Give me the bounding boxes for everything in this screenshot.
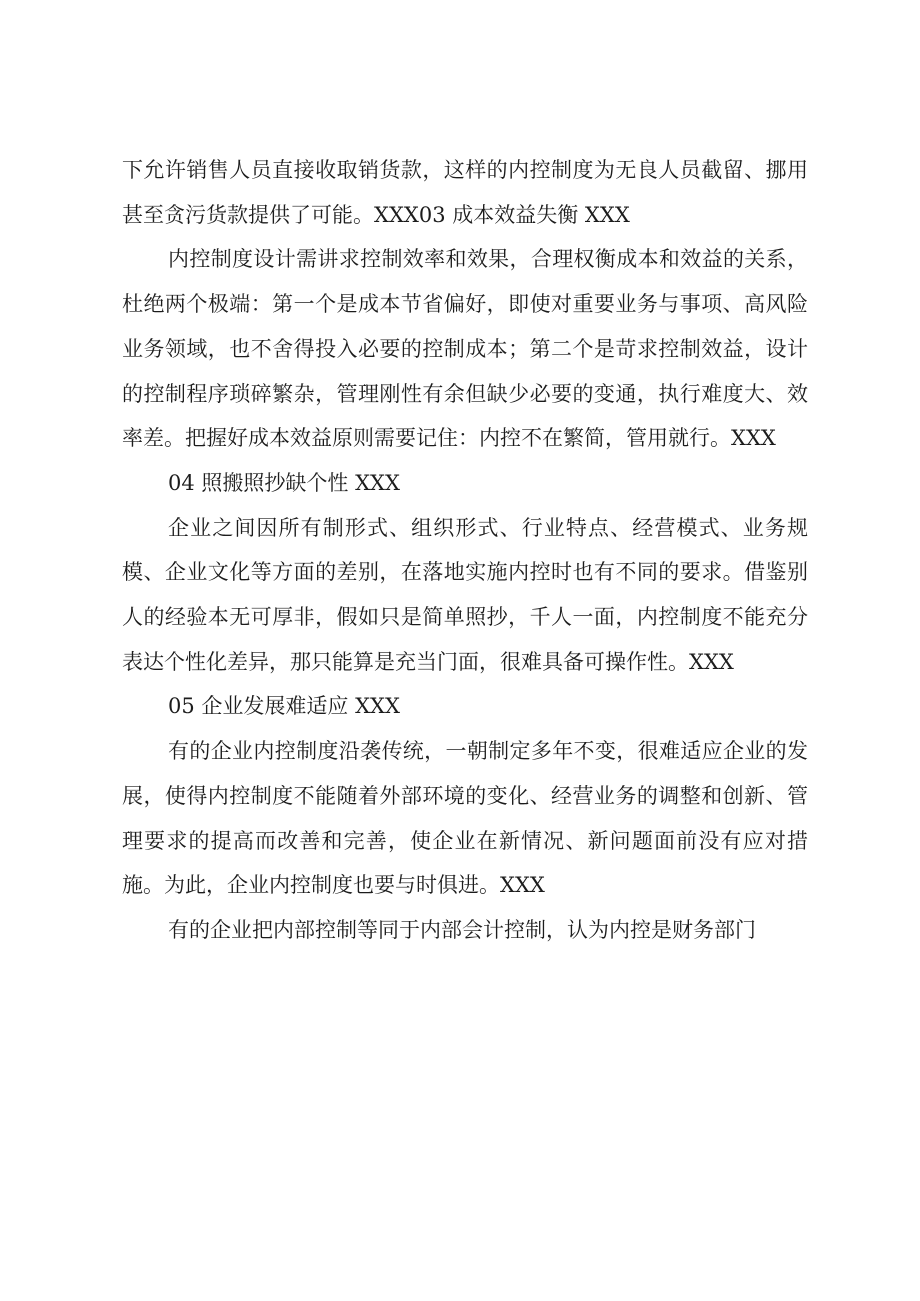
paragraph-accounting-control: 有的企业把内部控制等同于内部会计控制，认为内控是财务部门: [168, 917, 756, 942]
paragraph-cost-benefit: 内控制度设计需讲求控制效率和效果，合理权衡成本和效益的关系，杜绝两个极端：第一个是成本节省偏好，即使对重要业务与事项、高风险业务领域，也不舍得投入必要的控制成本；第二个是苛求控制效益，设计的控制程序琐碎繁杂，管理刚性有余但缺少必要的变通，执行难度大、效率差。把握好成本效益原则需要记住：内控不在繁简，管用就行。XXX: [122, 247, 808, 451]
document-body: [122, 148, 808, 953]
section-heading-04: 04 照搬照抄缺个性 XXX: [168, 470, 400, 495]
paragraph-continuation: 下允许销售人员直接收取销货款，这样的内控制度为无良人员截留、挪用甚至贪污货款提供了可能。XXX03 成本效益失衡 XXX: [122, 158, 808, 227]
paragraph-copying: 企业之间因所有制形式、组织形式、行业特点、经营模式、业务规模、企业文化等方面的差别，在落地实施内控时也有不同的要求。借鉴别人的经验本无可厚非，假如只是简单照抄，千人一面，内控制度不能充分表达个性化差异，那只能算是充当门面，很难具备可操作性。XXX: [122, 515, 808, 674]
section-heading-05: 05 企业发展难适应 XXX: [168, 694, 400, 719]
paragraph-adaptation: 有的企业内控制度沿袭传统，一朝制定多年不变，很难适应企业的发展，使得内控制度不能随着外部环境的变化、经营业务的调整和创新、管理要求的提高而改善和完善，使企业在新情况、新问题面前没有应对措施。为此，企业内控制度也要与时俱进。XXX: [122, 739, 808, 898]
